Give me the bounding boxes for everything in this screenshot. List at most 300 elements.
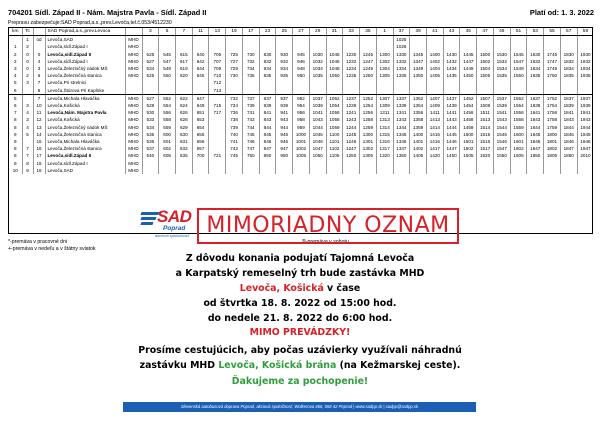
column-header [125,28,142,36]
table-cell: MHD [125,124,142,131]
departure-time: 1232 [343,58,360,65]
departure-time [544,36,561,44]
logo-stripe [140,222,153,225]
legend-workdays: *-premáva v pracovné dni [8,239,68,245]
table-cell: MHD [125,160,142,167]
departure-time [159,43,176,50]
departure-time: 1601 [510,138,527,145]
column-header: 57 [560,28,577,36]
departure-time: 1545 [493,131,510,138]
departure-time: 1445 [443,131,460,138]
stop-name: Levoča,SAD [45,36,125,44]
departure-time: 1345 [410,51,427,58]
departure-time [326,167,343,174]
table-cell: od [33,36,45,44]
departure-time: 1400 [410,131,427,138]
stop-name: Levoča,Pri strelnici [45,79,125,86]
table-row [9,131,593,138]
column-header: 49 [493,28,510,36]
table-cell: 9 [9,138,22,145]
departure-time [376,167,393,174]
departure-time [142,160,159,167]
departure-time: 635 [175,152,192,159]
departure-time: 946 [276,138,293,145]
departure-time [259,167,276,174]
departure-time: 1241 [343,109,360,116]
table-cell: 1 [22,36,33,44]
departure-time: 1239 [343,102,360,109]
departure-time: 950 [293,72,310,79]
departure-time [293,43,310,50]
departure-time [443,79,460,86]
notice-title: MIMORIADNY OZNAM [206,213,450,238]
departure-time: 1237 [343,94,360,102]
departure-time: 1347 [410,58,427,65]
stop-name: Levoča,Nám. Majstra Pavla [45,109,125,116]
table-row [9,116,593,123]
stop-name: Levoča,Košická [45,102,125,109]
departure-time [343,43,360,50]
departure-time: 1930 [577,51,593,58]
stop-name: Levoča,sídl.Západ I [45,43,125,50]
departure-time: 1632 [527,58,544,65]
departure-time [544,167,561,174]
departure-time [560,87,577,95]
departure-time: 1749 [544,65,561,72]
notice-line-5: do nedele 21. 8. 2022 do 6:00 hod. [207,313,393,324]
departure-time: 1400 [426,51,443,58]
departure-time: 1544 [493,124,510,131]
departure-time: 1556 [510,109,527,116]
table-cell: MHD [125,72,142,79]
departure-time: 530 [142,109,159,116]
column-header: 13 [209,28,226,36]
departure-time [326,160,343,167]
departure-time: 1047 [309,145,326,152]
table-cell [125,87,142,95]
table-row [9,87,593,95]
departure-time: 1537 [493,94,510,102]
table-cell [9,36,22,44]
table-cell: 8 [9,124,22,131]
departure-time: 1547 [510,58,527,65]
departure-time: 1411 [426,109,443,116]
departure-time: 540 [142,152,159,159]
departure-time [242,36,259,44]
departure-time [410,167,427,174]
table-row [9,79,593,86]
departure-time [560,160,577,167]
departure-time [209,160,226,167]
departure-time: 628 [175,116,192,123]
departure-time [343,160,360,167]
departure-time: 1332 [393,58,410,65]
departure-time [493,43,510,50]
table-cell: 0 [22,65,33,72]
departure-time: 1534 [493,65,510,72]
departure-time [242,79,259,86]
departure-time [226,36,243,44]
departure-time [309,167,326,174]
departure-time [376,160,393,167]
departure-time: 1058 [326,116,343,123]
departure-time [293,167,310,174]
table-row [9,145,593,152]
departure-time [209,145,226,152]
departure-time: 1300 [360,131,377,138]
departure-time [159,167,176,174]
departure-time [510,167,527,174]
column-header: 45 [460,28,477,36]
departure-time [477,87,494,95]
departure-time: 1801 [544,138,561,145]
departure-time: 1258 [360,116,377,123]
departure-time: 1256 [360,109,377,116]
stop-name: Levoča,Železničná stanica [45,131,125,138]
departure-time: 1341 [393,109,410,116]
departure-time [343,87,360,95]
departure-time [527,160,544,167]
departure-time: 1305 [360,152,377,159]
departure-time [544,160,561,167]
table-cell: 0 [22,51,33,58]
departure-time: 737 [242,94,259,102]
departure-time: 549 [159,65,176,72]
departure-time: 707 [209,58,226,65]
column-header: 37 [393,28,410,36]
departure-time [443,36,460,44]
departure-time: 954 [293,102,310,109]
departure-time: 1546 [493,138,510,145]
departure-time: 1547 [493,145,510,152]
departure-time [493,36,510,44]
departure-time [259,87,276,95]
logo-stripe [140,217,156,220]
departure-time: 1050 [326,72,343,79]
departure-time [343,79,360,86]
departure-time: 1456 [460,109,477,116]
departure-time: 528 [142,102,159,109]
table-cell: MHD [125,36,142,44]
departure-time: 1758 [544,116,561,123]
table-cell: 6 [9,87,22,95]
departure-time: 715 [209,102,226,109]
departure-time: 1002 [293,145,310,152]
departure-time [309,87,326,95]
departure-time: 1843 [560,116,577,123]
departure-time [460,167,477,174]
departure-time [209,138,226,145]
departure-time [393,87,410,95]
departure-time [410,36,427,44]
column-header: Tc [22,28,33,36]
departure-time [460,87,477,95]
departure-time [360,160,377,167]
departure-time: 547 [159,58,176,65]
departure-time [393,167,410,174]
departure-time: 1420 [426,152,443,159]
table-cell: 4 [22,109,33,116]
departure-time [293,79,310,86]
departure-time: 1000 [293,131,310,138]
departure-time: 1944 [577,124,593,131]
departure-time: 644 [192,65,209,72]
departure-time: 700 [192,152,209,159]
departure-time [360,87,377,95]
departure-time [293,160,310,167]
departure-time [276,36,293,44]
departure-time: 1839 [560,102,577,109]
departure-time [276,79,293,86]
departure-time: 1830 [560,51,577,58]
departure-time: 1307 [376,94,393,102]
departure-time: 1347 [393,145,410,152]
departure-time: 745 [226,152,243,159]
departure-time [493,79,510,86]
table-cell: 15 [33,160,45,167]
departure-time: 1405 [410,152,427,159]
departure-time: 945 [293,51,310,58]
departure-time: 1346 [393,138,410,145]
timetable-table [9,28,593,174]
departure-time: 1305 [376,72,393,79]
departure-time: 1247 [343,145,360,152]
departure-time: 1552 [510,94,527,102]
stop-name: Levoča,Michala Hlaváčka [45,138,125,145]
replacement-stop: Levoča, Košická brána [218,360,337,371]
table-cell: 4 [9,72,22,79]
departure-time [276,87,293,95]
departure-time: 935 [276,72,293,79]
departure-time: 1259 [360,124,377,131]
departure-time: 1359 [410,124,427,131]
table-cell: 14 [33,131,45,138]
departure-time [544,43,561,50]
departure-time: 651 [192,109,209,116]
departure-time [577,160,593,167]
departure-time: 844 [259,124,276,131]
departure-time: 1039 [309,102,326,109]
notice-thanks: Ďakujeme za pochopenie! [231,376,369,387]
departure-time: 1300 [376,51,393,58]
departure-time: 1643 [527,116,544,123]
departure-time: 1505 [460,152,477,159]
departure-time [477,36,494,44]
table-cell: 1 [9,43,22,50]
departure-time: 1511 [477,109,494,116]
departure-time: 1501 [460,138,477,145]
departure-time [577,79,593,86]
departure-time: 1046 [309,138,326,145]
departure-time: 1250 [343,152,360,159]
departure-time [209,116,226,123]
table-cell: 5 [22,131,33,138]
departure-time: 1313 [376,116,393,123]
departure-time: 959 [293,124,310,131]
table-cell: 3 [22,79,33,86]
table-row [9,124,593,131]
departure-time: 743 [242,116,259,123]
departure-time: 712 [209,79,226,86]
logo-city: Poprad [163,225,186,232]
departure-time: 1513 [477,116,494,123]
departure-time: 545 [159,51,176,58]
departure-time: 1639 [527,102,544,109]
stop-name: Levoča,Železničná stanica [45,145,125,152]
affected-stop: Levoča, Košická [239,283,324,294]
departure-time: 527 [142,58,159,65]
table-cell: 8 [33,87,45,95]
departure-time [309,79,326,86]
departure-time [309,43,326,50]
departure-time: 554 [159,102,176,109]
departure-time: 605 [159,152,176,159]
table-cell [22,94,33,102]
departure-time: 750 [242,152,259,159]
departure-time: 740 [226,131,243,138]
departure-time [175,43,192,50]
table-cell: 13 [33,124,45,131]
departure-time: 1500 [477,51,494,58]
departure-time: 1030 [309,51,326,58]
departure-time [426,160,443,167]
departure-time: 534 [142,124,159,131]
departure-time [259,160,276,167]
departure-time [209,131,226,138]
departure-time: 1647 [527,145,544,152]
departure-time [393,79,410,86]
departure-time [393,160,410,167]
departure-time [159,87,176,95]
departure-time: 717 [209,109,226,116]
departure-time: 1405 [426,72,443,79]
departure-time: 1835 [560,72,577,79]
departure-time: 1509 [477,102,494,109]
valid-from: Platí od: 1. 3. 2022 [529,8,594,17]
departure-time: 739 [242,102,259,109]
table-cell: MHD [125,58,142,65]
departure-time: 1602 [510,145,527,152]
departure-time: 1458 [460,116,477,123]
table-cell: MHD [125,43,142,50]
departure-time [226,160,243,167]
departure-time: 1750 [544,72,561,79]
departure-time: 1802 [544,145,561,152]
departure-time: 1243 [343,116,360,123]
departure-time: 1046 [326,58,343,65]
departure-time [493,87,510,95]
departure-time: 1514 [477,124,494,131]
departure-time [242,160,259,167]
notice-banner [197,208,459,244]
departure-time: 1025 [393,36,410,44]
departure-time: 1756 [544,109,561,116]
departure-time [577,167,593,174]
departure-time [560,167,577,174]
departure-time: 741 [242,109,259,116]
departure-time: 1402 [410,145,427,152]
table-cell: 5 [9,94,22,102]
departure-time: 738 [226,116,243,123]
departure-time [326,87,343,95]
departure-time: 1343 [393,116,410,123]
departure-time: 948 [293,65,310,72]
departure-time [142,87,159,95]
departure-time: 734 [242,65,259,72]
departure-time: 1630 [527,51,544,58]
departure-time: 1947 [577,145,593,152]
departure-time: 847 [259,145,276,152]
column-header: 11 [192,28,209,36]
departure-time [259,36,276,44]
departure-time: 1302 [360,145,377,152]
stop-name: Levoča,sídl.Západ II [45,152,125,159]
departure-time: 705 [209,51,226,58]
departure-time: 1001 [293,138,310,145]
table-cell: 16 [33,145,45,152]
table-cell: 17 [33,152,45,159]
departure-time: 1502 [477,58,494,65]
departure-time: 1644 [527,124,544,131]
departure-time: 941 [276,109,293,116]
departure-time: 1234 [343,65,360,72]
departure-time [560,36,577,44]
operator-line: Prepravu zabezpečuje:SAD Poprad,a.s.,prev.Levoča,tel.č.053/4512230 [8,20,172,26]
table-cell: 9 [9,131,22,138]
departure-time: 1447 [443,145,460,152]
column-header: SAD Poprad,a.s.,prev.Levoca [45,28,125,36]
departure-time: 1250 [360,72,377,79]
departure-time: 1541 [493,109,510,116]
notice-line-6: MIMO PREVÁDZKY! [249,327,351,338]
table-cell: MHD [125,131,142,138]
column-header: 35 [360,28,377,36]
departure-time: 1752 [544,94,561,102]
departure-time: 1407 [426,94,443,102]
departure-time: 1350 [410,72,427,79]
departure-time: 619 [175,65,192,72]
departure-time [376,36,393,44]
departure-time: 710 [209,72,226,79]
departure-time: 1005 [293,152,310,159]
departure-time [426,36,443,44]
departure-time [560,79,577,86]
stop-name: Levoča,Železničný nádok MŠ [45,124,125,131]
table-cell: 7 [22,152,33,159]
departure-time: 617 [175,58,192,65]
departure-time: 1430 [443,51,460,58]
departure-time: 654 [192,124,209,131]
departure-time: 1932 [577,58,593,65]
departure-time: 1832 [560,58,577,65]
notice-line-4: od štvrtka 18. 8. 2022 od 15:00 hod. [203,298,397,309]
table-row [9,36,593,44]
departure-time: 1844 [560,124,577,131]
table-cell: MHD [125,116,142,123]
departure-time: 1507 [477,94,494,102]
timetable [8,27,593,234]
departure-time: 624 [175,102,192,109]
departure-time [410,160,427,167]
departure-time: 1434 [443,65,460,72]
departure-time [360,36,377,44]
departure-time: 1558 [510,116,527,123]
departure-time: 537 [142,145,159,152]
departure-time: 525 [142,51,159,58]
departure-time: 1245 [343,131,360,138]
departure-time [326,79,343,86]
column-header: 47 [477,28,494,36]
